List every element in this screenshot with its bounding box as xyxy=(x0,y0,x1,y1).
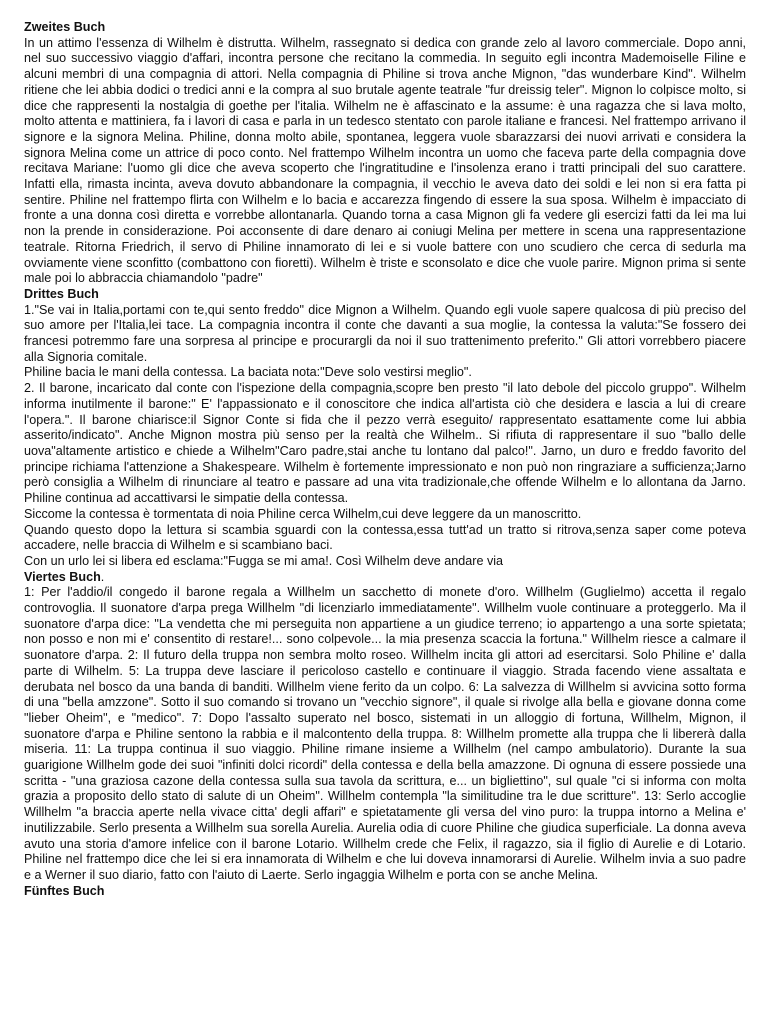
section-title: Zweites Buch xyxy=(24,20,106,34)
document-page xyxy=(24,20,746,899)
section-fuenftes-buch xyxy=(24,884,746,900)
paragraph: Philine bacia le mani della contessa. La baciata nota:"Deve solo vestirsi meglio". xyxy=(24,365,472,380)
section-title-suffix: . xyxy=(100,569,105,584)
paragraph: In un attimo l'essenza di Wilhelm è distrutta. Wilhelm, rassegnato si dedica con grande zelo al lavoro commerciale. Dopo anni, nel suo successivo viaggio d'affari, incontra persone che recitano la commedia. In seguito egli incontra Mademoiselle Filine e alcuni membri di una compagnia di attori. Nella compagnia di Philine si trova anche Mignon, "das wunderbare Kind". Wilhelm ritiene che lei abbia dodici o tredici anni e la compra al suo brutale agente teatrale "fur dreissig teler". Mignon lo colpisce molto, si dice che rappresenti la nostalgia di goethe per l'italia. Wilhelm ne è affascinato e la assume: è una ragazza che si lava molto, molto attenta e mattiniera, fa i lavori di casa e parla in un tedesco stentato con parole italiane e francesi. Nel frattempo arrivano il signore e la signora Melina. Philine, donna molto abile, spontanea, leggera vuole sbarazzarsi dei nuovi arrivati e considera la signora Melina come un attrice di poco conto. Nel frattempo Wilhelm incontra un uomo che faceva parte della compagnia dove recitava Mariane: l'uomo gli dice che aveva scoperto che l'ingratitudine e l'insolenza erano i tratti principali del suo carattere. Infatti ella, rimasta incinta, aveva dovuto abbandonare la compagnia, il vecchio le aveva dato dei soldi e lei non si era fatta pi sentire. Philine nel frattempo flirta con Wilhelm e lo bacia e accarezza fingendo di essere la sua sposa. Wilhelm è impacciato di fronte a una donna così diretta e vorrebbe allontanarla. Quando torna a casa Mignon gli fa vedere gli esercizi fatti da lei ma lui non la prende in considerazione. Poi acconsente di dare denaro ai coniugi Melina per mettere in scena una rappresentazione teatrale. Ritorna Friedrich, il servo di Philine innamorato di lei e si vuole battere con uno scudiero che cerca di sedurla ma ovviamente viene sconfitto (combattono con fioretti). Wilhelm è triste e sconsolato e dice che vuole parire. Mignon prima si sente male poi lo abbraccia chiamandolo "padre" xyxy=(24,35,746,286)
paragraph: 1."Se vai in Italia,portami con te,qui sento freddo" dice Mignon a Wilhelm. Quando egli vuole sapere qualcosa di più preciso del suo amore per l'Italia,lei tace. La compagnia incontra il conte che davanti a sua moglie, la contessa la valuta:"Se fossero dei francesi potremmo fare una sorpresa al principe e procurargli da noi il suo trattenimento preferito." Gli attori vorrebbero piacere alla Signoria comitale. xyxy=(24,302,746,364)
section-title: Drittes Buch xyxy=(24,286,99,301)
paragraph: Quando questo dopo la lettura si scambia sguardi con la contessa,essa tutt'ad un tratto si ritrova,senza saper come poteva accadere, nelle braccia di Wilhelm e si scambiano baci. xyxy=(24,522,746,553)
section-viertes-buch xyxy=(24,570,746,884)
paragraph: Con un urlo lei si libera ed esclama:"Fugga se mi ama!. Così Wilhelm deve andare via xyxy=(24,553,504,568)
paragraph: 1: Per l'addio/il congedo il barone regala a Willhelm un sacchetto di monete d'oro. Willhelm (Guglielmo) accetta il regalo controvoglia. Il suonatore d'arpa prega Willhelm "di licenziarlo immediatamente". Willhelm vuole continuare a proteggerlo. Ma il suonatore d'arpa dice: "La vendetta che mi perseguita non appartiene a un giudice terreno; io appartengo a una sorte spietata; non posso e non mi e' consentito di restare!... sono colpevole... la mia presenza scaccia la fortuna." Willhelm riesce a calmare il suonatore d'arpa. 2: Il futuro della truppa non sembra molto roseo. Willhelm incita gli attori ad esercitarsi. Solo Philine e' dalla parte di Wilhelm. 5: La truppa deve lasciare il pericoloso castello e continuare il viaggio. Strada facendo viene assaltata e derubata nel bosco da una banda di banditi. Willhelm viene ferito da un colpo. 6: La salvezza di Willhelm si avvicina sotto forma di una "bella amzzone". Sotto il suo comando si trovano un "vecchio signore", il quale si rivolge alla bella e giovane donna come "lieber Oheim", e "medico". 7: Dopo l'assalto superato nel bosco, sistemati in un alloggio di fortuna, Willhelm, Mignon, il suonatore d'arpa e Philine sentono la rabbia e il malcontento della truppa. 8: Willhelm promette alla truppa che li libererà dalla miseria. 11: La truppa continua il suo viaggio. Philine rimane insieme a Willhelm (nel campo ambulatorio). Durante la sua guarigione Willhelm gode dei suoi "infiniti dolci ricordi" della contessa e della bella amazzone. Di ognuna di essere possiede una scritta - "una graziosa cazone della contessa sulla sua tavola da scrittura, e... un bigliettino", sul quale "ci si informa con molta grazia a proposito dello stato di salute di un Oheim". Willhelm contempla "la similitudine tra le due scritture". 13: Serlo accoglie Willhelm "a braccia aperte nella vivace citta' degli affari" e spietatamente gli versa del vino puro: la truppa intorno a Melina e' inutilizzabile. Serlo presenta a Willhelm sua sorella Aurelia. Aurelia odia di cuore Philine che giudica superficiale. La donna aveva avuto una storia d'amore infelice con il barone Lotario. Willhelm crede che Felix, il ragazzo, sia il figlio di Aurelie e di Lotario. Philine nel frattempo dice che lei si era innamorata di Wilhelm e che lui doveva innamorarsi di Aurelie. Wilhelm invia a suo padre e a Werner il suo diario, fatto con l'aiuto di Laerte. Serlo ingaggia Wilhelm e porta con se anche Melina. xyxy=(24,585,746,882)
paragraph: Siccome la contessa è tormentata di noia Philine cerca Wilhelm,cui deve leggere da un manoscritto. xyxy=(24,506,582,521)
section-title xyxy=(24,570,746,586)
paragraph: 2. Il barone, incaricato dal conte con l'ispezione della compagnia,scopre ben presto "il lato debole del piccolo gruppo". Wilhelm informa inutilmente il barone:" E' l'appassionato e il conoscitore che indica all'artista ciò che desidera e lascia a lui di creare l'opera.". Il barone chiarisce:il Signor Conte si fida che il pezzo verrà eseguito/ rappresentato esattamente come lui abbia asserito/indicato". Anche Mignon mostra più senso per la realtà che Wilhelm.. Si rifiuta di rappresentare il suo "ballo delle uova"altamente artistico e chiede a Wilhelm"Caro padre,stai anche tu lontano dal palco!". Jarno, un duro e freddo favorito del principe richiama l'attenzione a Shakespeare. Wilhelm è fortemente impressionato e non può non ringraziare a sufficienza;Jarno però consiglia a Wilhelm di rinunciare al teatro e passare ad una vita tradizionale,che offende Wilhelm e lo allontana da Jarno. Philine continua ad accattivarsi le simpatie della contessa. xyxy=(24,381,746,506)
section-zweites-buch xyxy=(24,20,746,287)
section-title: Fünftes Buch xyxy=(24,883,105,898)
section-title-text: Viertes Buch xyxy=(24,569,101,584)
section-drittes-buch xyxy=(24,287,746,570)
